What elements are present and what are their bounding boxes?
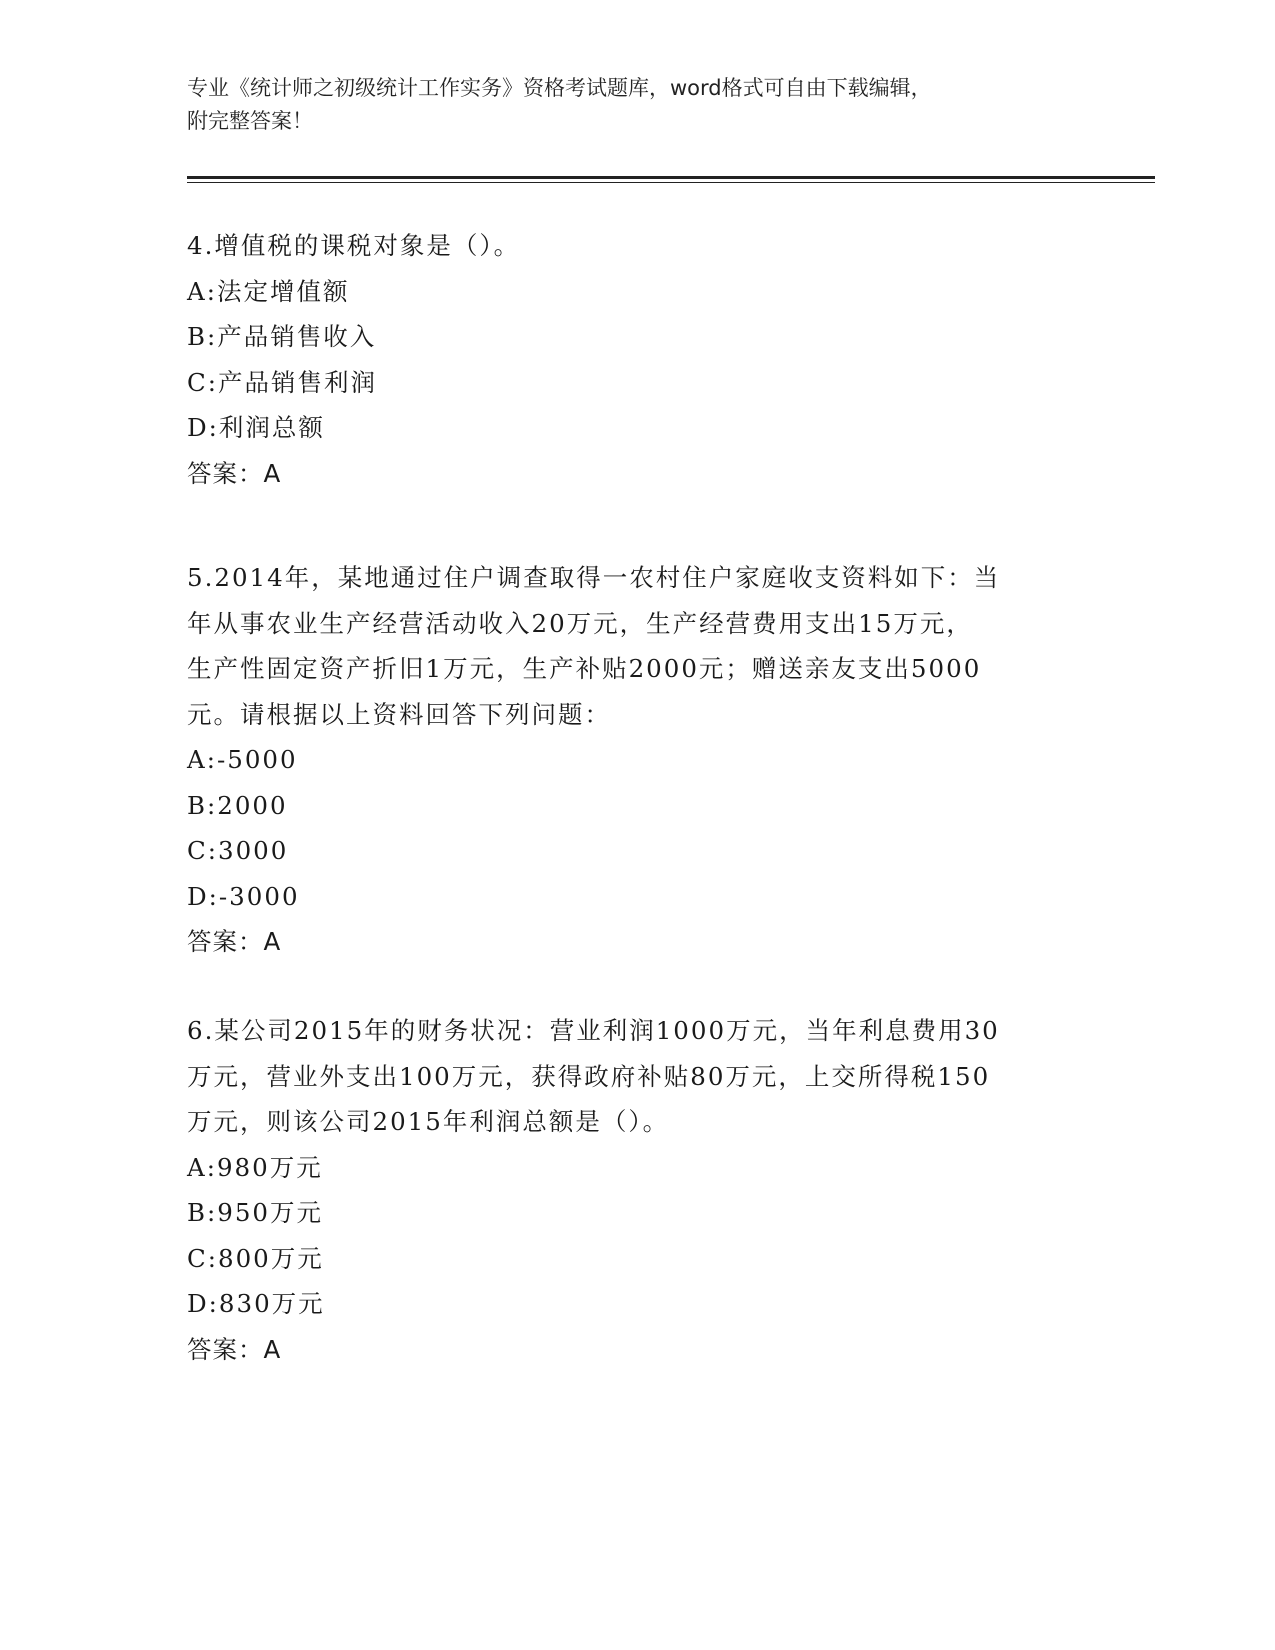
option-a: A:法定增值额 [187,276,350,306]
question-stem: 年从事农业生产经营活动收入20万元，生产经营费用支出15万元， [187,608,973,638]
question-stem: 万元，则该公司2015年利润总额是（）。 [187,1107,670,1136]
option-c: C:产品销售利润 [187,367,377,397]
option-c: C:3000 [187,836,289,865]
option-c: C:800万元 [187,1243,324,1273]
option-b: B:950万元 [187,1198,324,1227]
question-stem: 元。请根据以上资料回答下列问题： [187,699,611,729]
option-d: D:利润总额 [187,413,325,442]
question-5 [187,555,1087,965]
option-d: D:830万元 [187,1289,325,1318]
document-header [187,72,1087,138]
question-stem: 万元，营业外支出100万元，获得政府补贴80万元，上交所得税150 [187,1061,991,1091]
option-a: A:980万元 [187,1152,323,1182]
answer-label: 答案：A [187,927,282,956]
header-divider-thin [187,182,1155,183]
question-4 [187,223,1087,496]
option-b: B:产品销售收入 [187,322,377,351]
question-stem: 6.某公司2015年的财务状况：营业利润1000万元，当年利息费用30 [187,1016,1000,1045]
question-stem: 4.增值税的课税对象是（）。 [187,231,521,260]
answer-label: 答案：A [187,1334,282,1364]
header-divider-thick [187,176,1155,179]
question-stem: 5.2014年，某地通过住户调查取得一农村住户家庭收支资料如下：当 [187,563,1001,592]
answer-label: 答案：A [187,458,282,488]
option-d: D:-3000 [187,881,300,911]
option-a: A:-5000 [187,745,298,774]
question-stem: 生产性固定资产折旧1万元，生产补贴2000元；赠送亲友支出5000 [187,654,982,683]
header-line: 附完整答案！ [187,109,313,133]
option-b: B:2000 [187,790,288,820]
question-6 [187,1008,1087,1372]
header-line: 专业《统计师之初级统计工作实务》资格考试题库，word格式可自由下载编辑， [187,76,932,100]
